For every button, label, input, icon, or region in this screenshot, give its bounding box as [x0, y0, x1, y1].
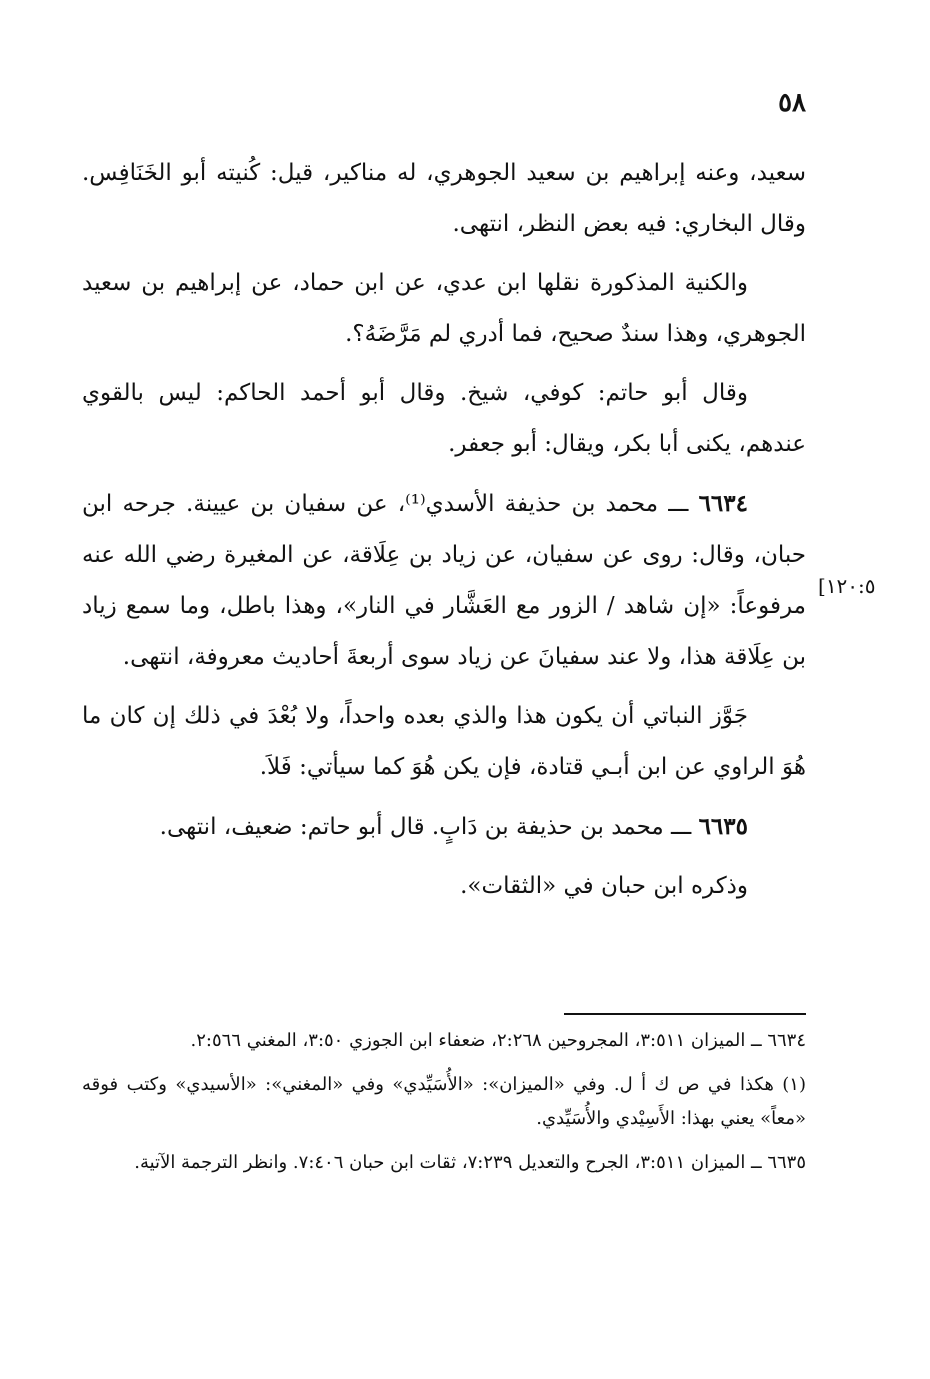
entry-paragraph: [82, 801, 806, 853]
footnote: ٦٦٣٥ ــ الميزان ٣:٥١١، الجرح والتعديل ٧:٢٣٩، ثقات ابن حبان ٧:٤٠٦. وانظر الترجمة الآتية.: [134, 1152, 806, 1173]
entry-text: ـــ محمد بن حذيفة بن دَابٍ. قال أبو حاتم: ضعيف، انتهى.: [159, 814, 692, 840]
paragraph: وقال أبو حاتم: كوفي، شيخ. وقال أبو أحمد الحاكم: ليس بالقوي عندهم، يكنى أبا بكر، ويقال: أبو جعفر.: [82, 380, 806, 457]
entry-text: ـــ محمد بن حذيفة الأسدي⁽¹⁾، عن سفيان بن عيينة. جرحه ابن حبان، وقال: روى عن سفيان، عن زياد بن عِلَاقة، عن المغيرة رضي الله عنه مرفوعاً: «إن شاهد / الزور مع العَشَّار في النار»، وهذا باطل، وما سمع زياد بن عِلَاقة هذا، ولا عند سفيانَ عن زياد سوى أربعةَ أحاديث معروفة، انتهى.: [82, 491, 806, 670]
footnote: (١) هكذا في ص ك أ ل. وفي «الميزان»: «الأُسَيِّدي» وفي «المغني»: «الأسيدي» وكتب فوقه «معاً» يعني بهذا: الأَسِيْدي والأُسَيِّدي.: [82, 1074, 806, 1129]
footnotes: [82, 1024, 806, 1190]
entry-number: ٦٦٣٥: [698, 813, 748, 840]
paragraph: وذكره ابن حبان في «الثقات».: [460, 873, 748, 899]
paragraph: سعيد، وعنه إبراهيم بن سعيد الجوهري، له مناكير، قيل: كُنيته أبو الخَنَافِس. وقال البخاري: فيه بعض النظر، انتهى.: [82, 160, 806, 237]
paragraph: جَوَّز النباتي أن يكون هذا والذي بعده واحداً، ولا بُعْدَ في ذلك إن كان ما هُوَ الراوي عن ابن أبـي قتادة، فإن يكن هُوَ كما سيأتي: فَلاَ.: [82, 703, 806, 780]
footnote-separator: [564, 1013, 806, 1015]
entry-number: ٦٦٣٤: [698, 490, 748, 517]
margin-reference: [١٢٠:٥: [818, 574, 876, 598]
main-text: [82, 148, 806, 920]
paragraph: والكنية المذكورة نقلها ابن عدي، عن ابن حماد، عن إبراهيم بن سعيد الجوهري، وهذا سندٌ صحيح، فما أدري لم مَرَّضَهُ؟.: [82, 270, 806, 347]
page-number: ٥٨: [778, 88, 806, 118]
entry-paragraph: [82, 478, 806, 683]
footnote: ٦٦٣٤ ــ الميزان ٣:٥١١، المجروحين ٢:٢٦٨، ضعفاء ابن الجوزي ٣:٥٠، المغني ٢:٥٦٦.: [190, 1030, 806, 1051]
